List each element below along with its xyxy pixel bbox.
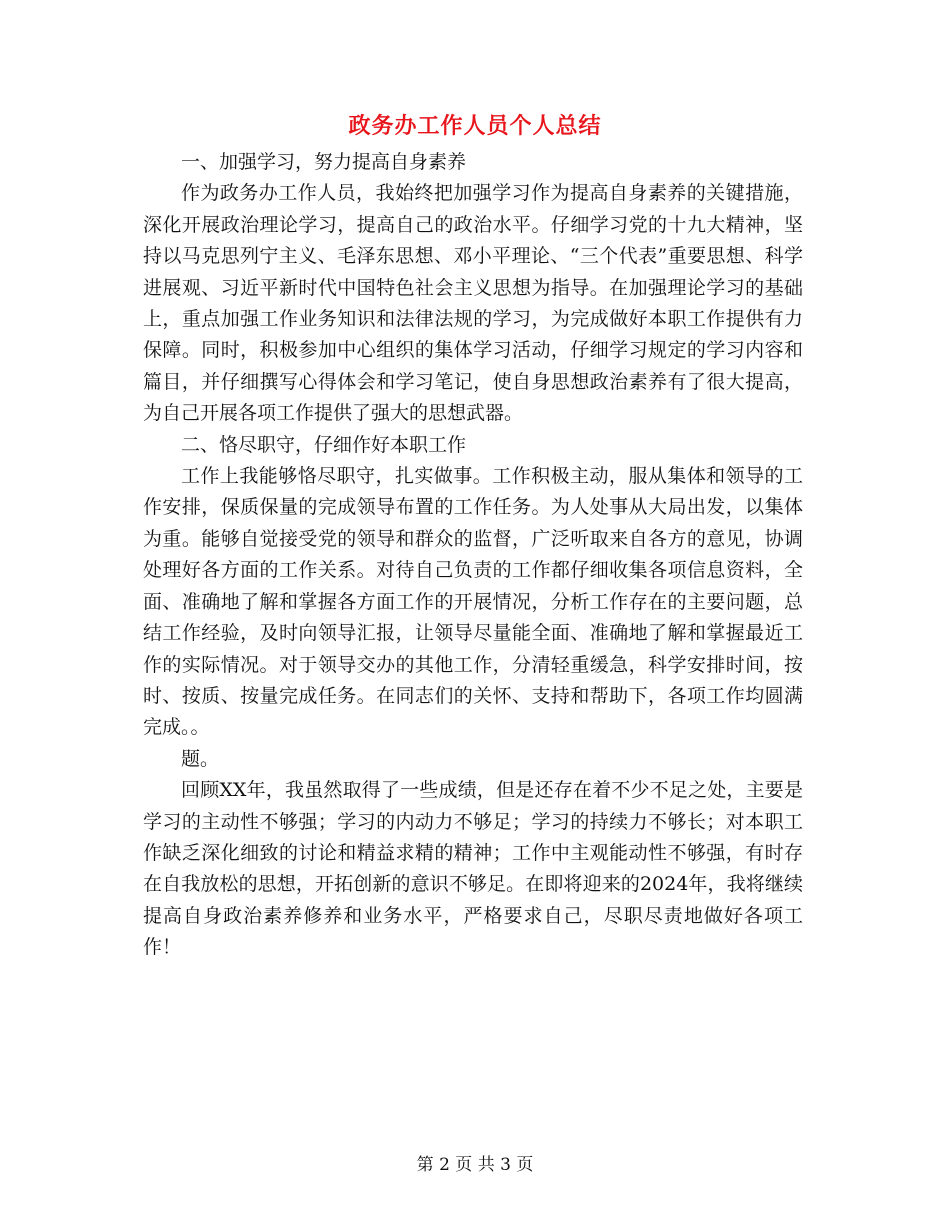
section-heading-1: 一、加强学习，努力提高自身素养 [181, 151, 467, 173]
paragraph-3: 题。 [181, 747, 220, 770]
page-number-footer: 第 2 页 共 3 页 [416, 1155, 534, 1175]
paragraph-4: 回顾XX年，我虽然取得了一些成绩，但是还存在着不少不足之处，主要是学习的主动性不够强；学习的内动力不够足；学习的持续力不够长；对本职工作缺乏深化细致的讨论和精益求精的精神；工作中主观能动性不够强，有时存在自我放松的思想，开拓创新的意识不够足。在即将迎来的2024年，我将继续提高自身政治素养修养和业务水平，严格要求自己，尽职尽责地做好各项工作！ [143, 779, 803, 959]
document-body [143, 147, 803, 964]
paragraph-2: 工作上我能够恪尽职守，扎实做事。工作积极主动，服从集体和领导的工作安排，保质保量的完成领导布置的工作任务。为人处事从大局出发，以集体为重。能够自觉接受党的领导和群众的监督，广泛听取来自各方的意见，协调处理好各方面的工作关系。对待自己负责的工作都仔细收集各项信息资料，全面、准确地了解和掌握各方面工作的开展情况，分析工作存在的主要问题，总结工作经验，及时向领导汇报，让领导尽量能全面、准确地了解和掌握最近工作的实际情况。对于领导交办的其他工作，分清轻重缓急，科学安排时间，按时、按质、按量完成任务。在同志们的关怀、支持和帮助下，各项工作均圆满完成。。 [143, 465, 803, 739]
document-title: 政务办工作人员个人总结 [348, 113, 602, 139]
paragraph-1: 作为政务办工作人员，我始终把加强学习作为提高自身素养的关键措施，深化开展政治理论学习，提高自己的政治水平。仔细学习党的十九大精神，坚持以马克思列宁主义、毛泽东思想、邓小平理论、“三个代表”重要思想、科学进展观、习近平新时代中国特色社会主义思想为指导。在加强理论学习的基础上，重点加强工作业务知识和法律法规的学习，为完成做好本职工作提供有力保障。同时，积极参加中心组织的集体学习活动，仔细学习规定的学习内容和篇目，并仔细撰写心得体会和学习笔记，使自身思想政治素养有了很大提高，为自己开展各项工作提供了强大的思想武器。 [143, 182, 803, 425]
section-heading-2: 二、恪尽职守，仔细作好本职工作 [181, 433, 467, 456]
